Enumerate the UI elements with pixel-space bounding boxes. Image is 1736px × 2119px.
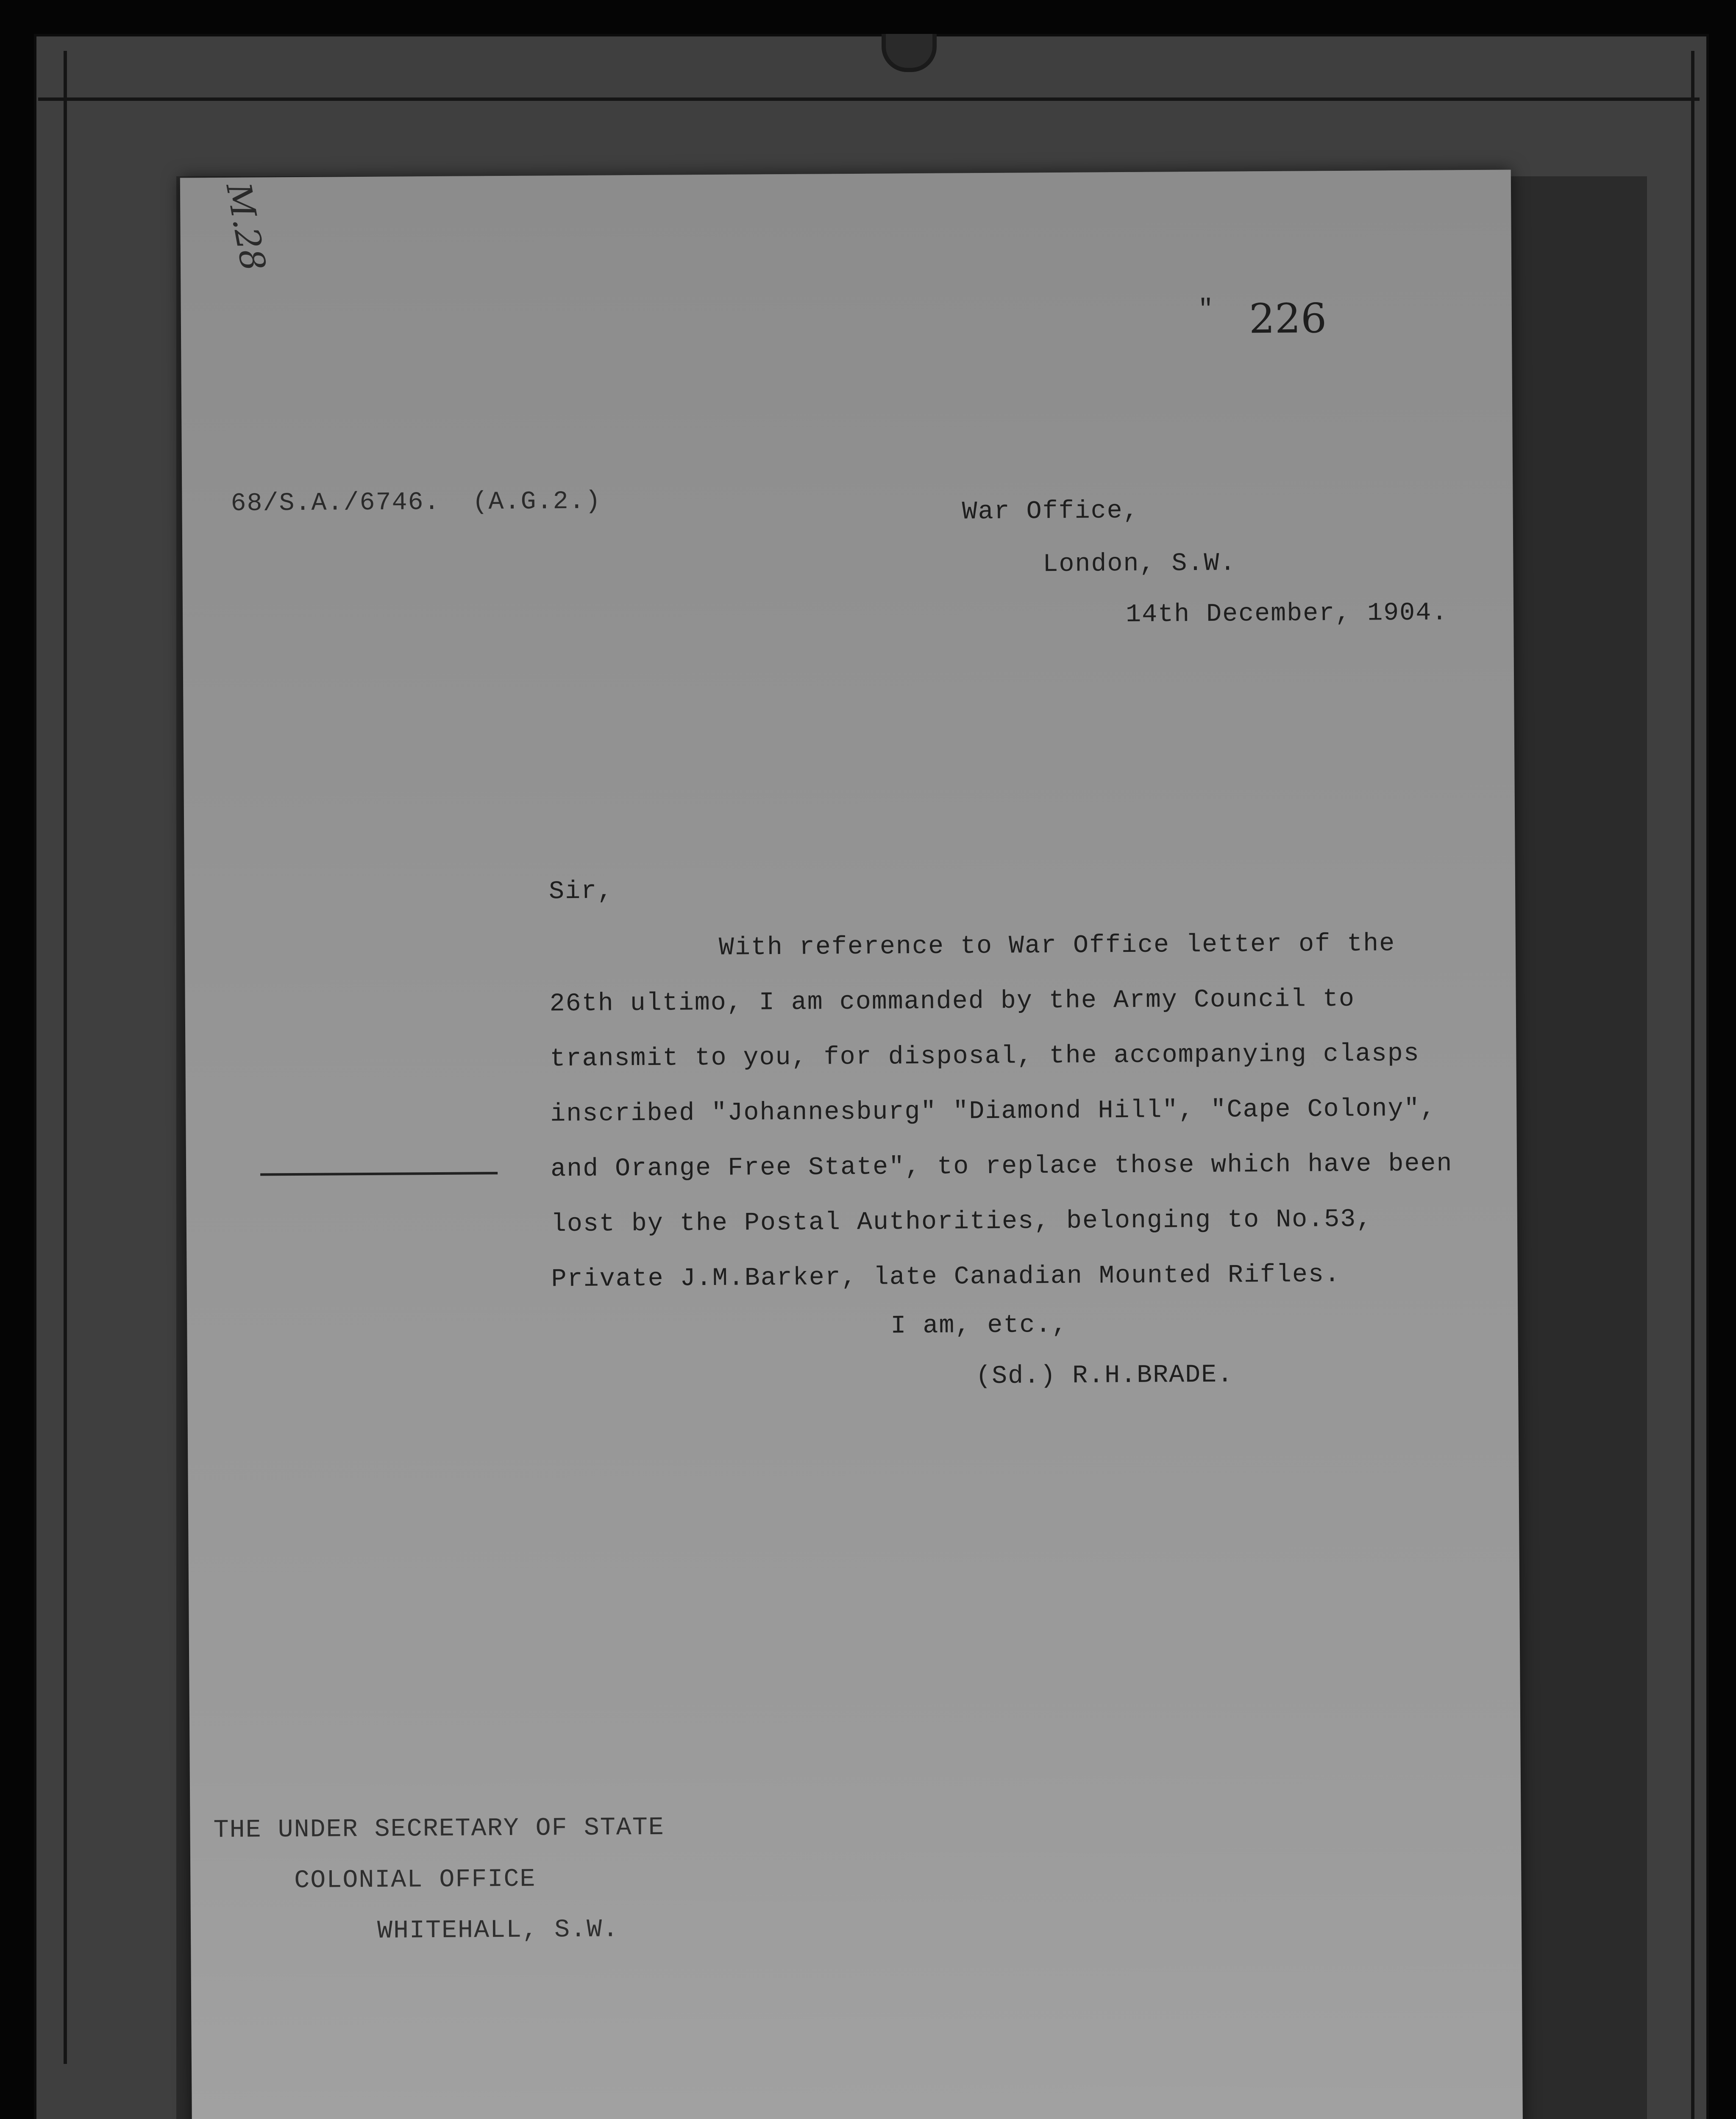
marginal-note: M.28 (218, 179, 273, 274)
sender-address-line: War Office, (962, 496, 1139, 527)
page-number: 226 (1249, 295, 1327, 343)
body-line: inscribed "Johannesburg" "Diamond Hill", "Cape Colony", (550, 1094, 1436, 1129)
file-reference: 68/S.A./6746. (A.G.2.) (231, 487, 601, 518)
body-line: Private J.M.Barker, late Canadian Mounted Rifles. (551, 1260, 1341, 1294)
frame-line-left (64, 51, 67, 2064)
margin-rule (260, 1172, 498, 1176)
recipient-line: COLONIAL OFFICE (294, 1865, 536, 1896)
body-line: and Orange Free State", to replace those which have been (550, 1149, 1453, 1184)
recipient-line: THE UNDER SECRETARY OF STATE (213, 1813, 665, 1845)
frame-line-top (38, 97, 1700, 101)
body-line: transmit to you, for disposal, the accompanying clasps (550, 1039, 1420, 1074)
body-line: lost by the Postal Authorities, belonging to No.53, (551, 1205, 1373, 1239)
frame-line-right (1691, 51, 1694, 2119)
closing-phrase: I am, etc., (890, 1310, 1068, 1341)
body-line: 26th ultimo, I am commanded by the Army Council to (549, 984, 1355, 1019)
body-line: With reference to War Office letter of the (718, 929, 1396, 962)
recipient-line: WHITEHALL, S.W. (377, 1915, 619, 1946)
salutation: Sir, (548, 877, 614, 907)
page-tick-mark: " (1198, 295, 1214, 324)
letter-date: 14th December, 1904. (1125, 598, 1448, 630)
signature-line: (Sd.) R.H.BRADE. (975, 1360, 1234, 1391)
letter-page (180, 170, 1524, 2119)
sender-address-line: London, S.W. (1043, 549, 1236, 579)
